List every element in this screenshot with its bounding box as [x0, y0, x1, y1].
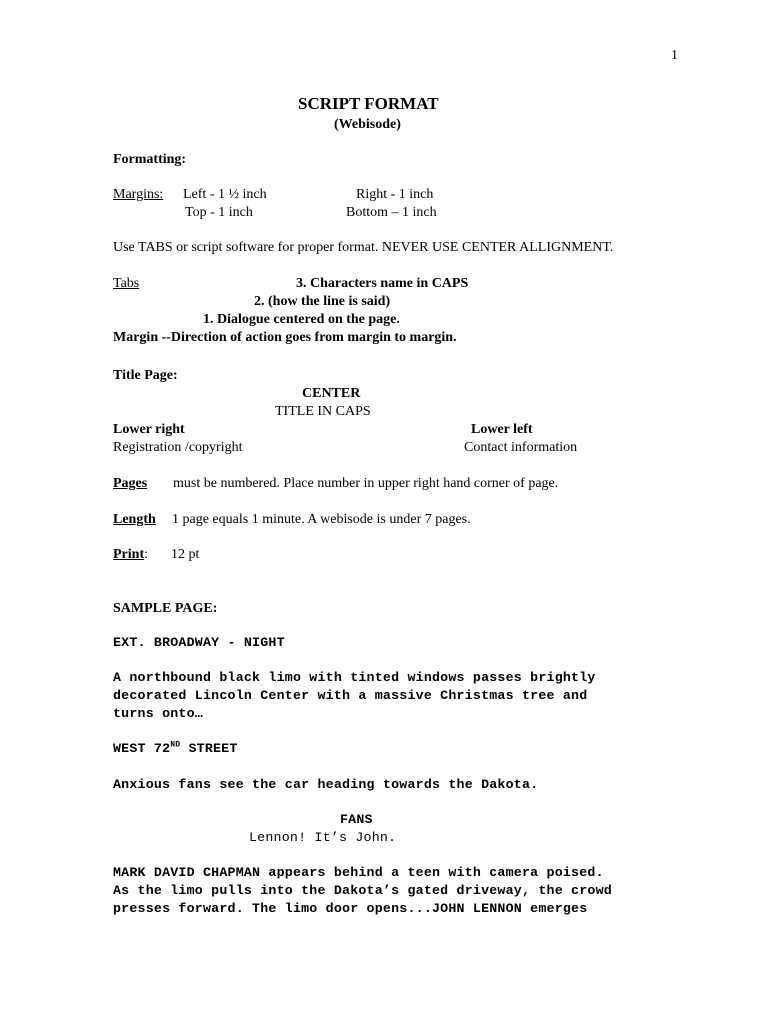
tabs-line-2: 2. (how the line is said) [254, 294, 391, 309]
title-page-lower-left: Lower left [471, 422, 533, 437]
title-page-lower-right-sub: Registration /copyright [113, 440, 243, 455]
slugline-2-post: STREET [180, 741, 238, 756]
margins-label: Margins: [113, 187, 164, 202]
print-label: Print [113, 547, 145, 562]
sample-slugline-2 [113, 740, 238, 758]
page-title: SCRIPT FORMAT [298, 94, 439, 113]
print-colon: : [144, 547, 148, 562]
sample-character-name: FANS [340, 812, 373, 827]
title-page-heading: Title Page: [113, 368, 178, 383]
pages-label: Pages [113, 476, 148, 491]
sample-dialogue: Lennon! It’s John. [249, 830, 397, 845]
title-page-lower-left-sub: Contact information [464, 440, 578, 455]
length-text: 1 page equals 1 minute. A webisode is under 7 pages. [172, 512, 471, 527]
tabs-line-3: 3. Characters name in CAPS [296, 276, 469, 291]
title-page-center: CENTER [302, 386, 361, 401]
sample-action-3-line-3: presses forward. The limo door opens...JOHN LENNON emerges [113, 901, 588, 916]
tabs-note: Use TABS or script software for proper format. NEVER USE CENTER ALLIGNMENT. [113, 240, 614, 255]
margin-bottom: Bottom – 1 inch [346, 205, 437, 220]
sample-action-1-line-3: turns onto… [113, 706, 203, 721]
sample-heading: SAMPLE PAGE: [113, 601, 218, 616]
title-page-center-sub: TITLE IN CAPS [275, 404, 371, 419]
page-number: 1 [671, 48, 678, 63]
tabs-label: Tabs [113, 276, 140, 291]
sample-action-1-line-2: decorated Lincoln Center with a massive Christmas tree and [113, 688, 588, 703]
formatting-heading: Formatting: [113, 152, 187, 167]
print-text: 12 pt [171, 547, 200, 562]
tabs-line-1: 1. Dialogue centered on the page. [203, 312, 400, 327]
sample-action-2: Anxious fans see the car heading towards the Dakota. [113, 777, 539, 792]
pages-text: must be numbered. Place number in upper right hand corner of page. [173, 476, 559, 491]
sample-action-3-line-2: As the limo pulls into the Dakota’s gated driveway, the crowd [113, 883, 612, 898]
length-label: Length [113, 512, 156, 527]
print-line [113, 546, 148, 564]
sample-slugline-1: EXT. BROADWAY - NIGHT [113, 635, 285, 650]
slugline-2-pre: WEST 72 [113, 741, 171, 756]
margin-right: Right - 1 inch [356, 187, 434, 202]
margin-top: Top - 1 inch [185, 205, 253, 220]
tabs-margin-line: Margin --Direction of action goes from margin to margin. [113, 330, 457, 345]
margin-left: Left - 1 ½ inch [183, 187, 267, 202]
page-subtitle: (Webisode) [334, 117, 401, 132]
title-page-lower-right: Lower right [113, 422, 185, 437]
sample-action-1-line-1: A northbound black limo with tinted windows passes brightly [113, 670, 596, 685]
slugline-2-sup: ND [170, 740, 181, 750]
sample-action-3-line-1: MARK DAVID CHAPMAN appears behind a teen with camera poised. [113, 865, 604, 880]
